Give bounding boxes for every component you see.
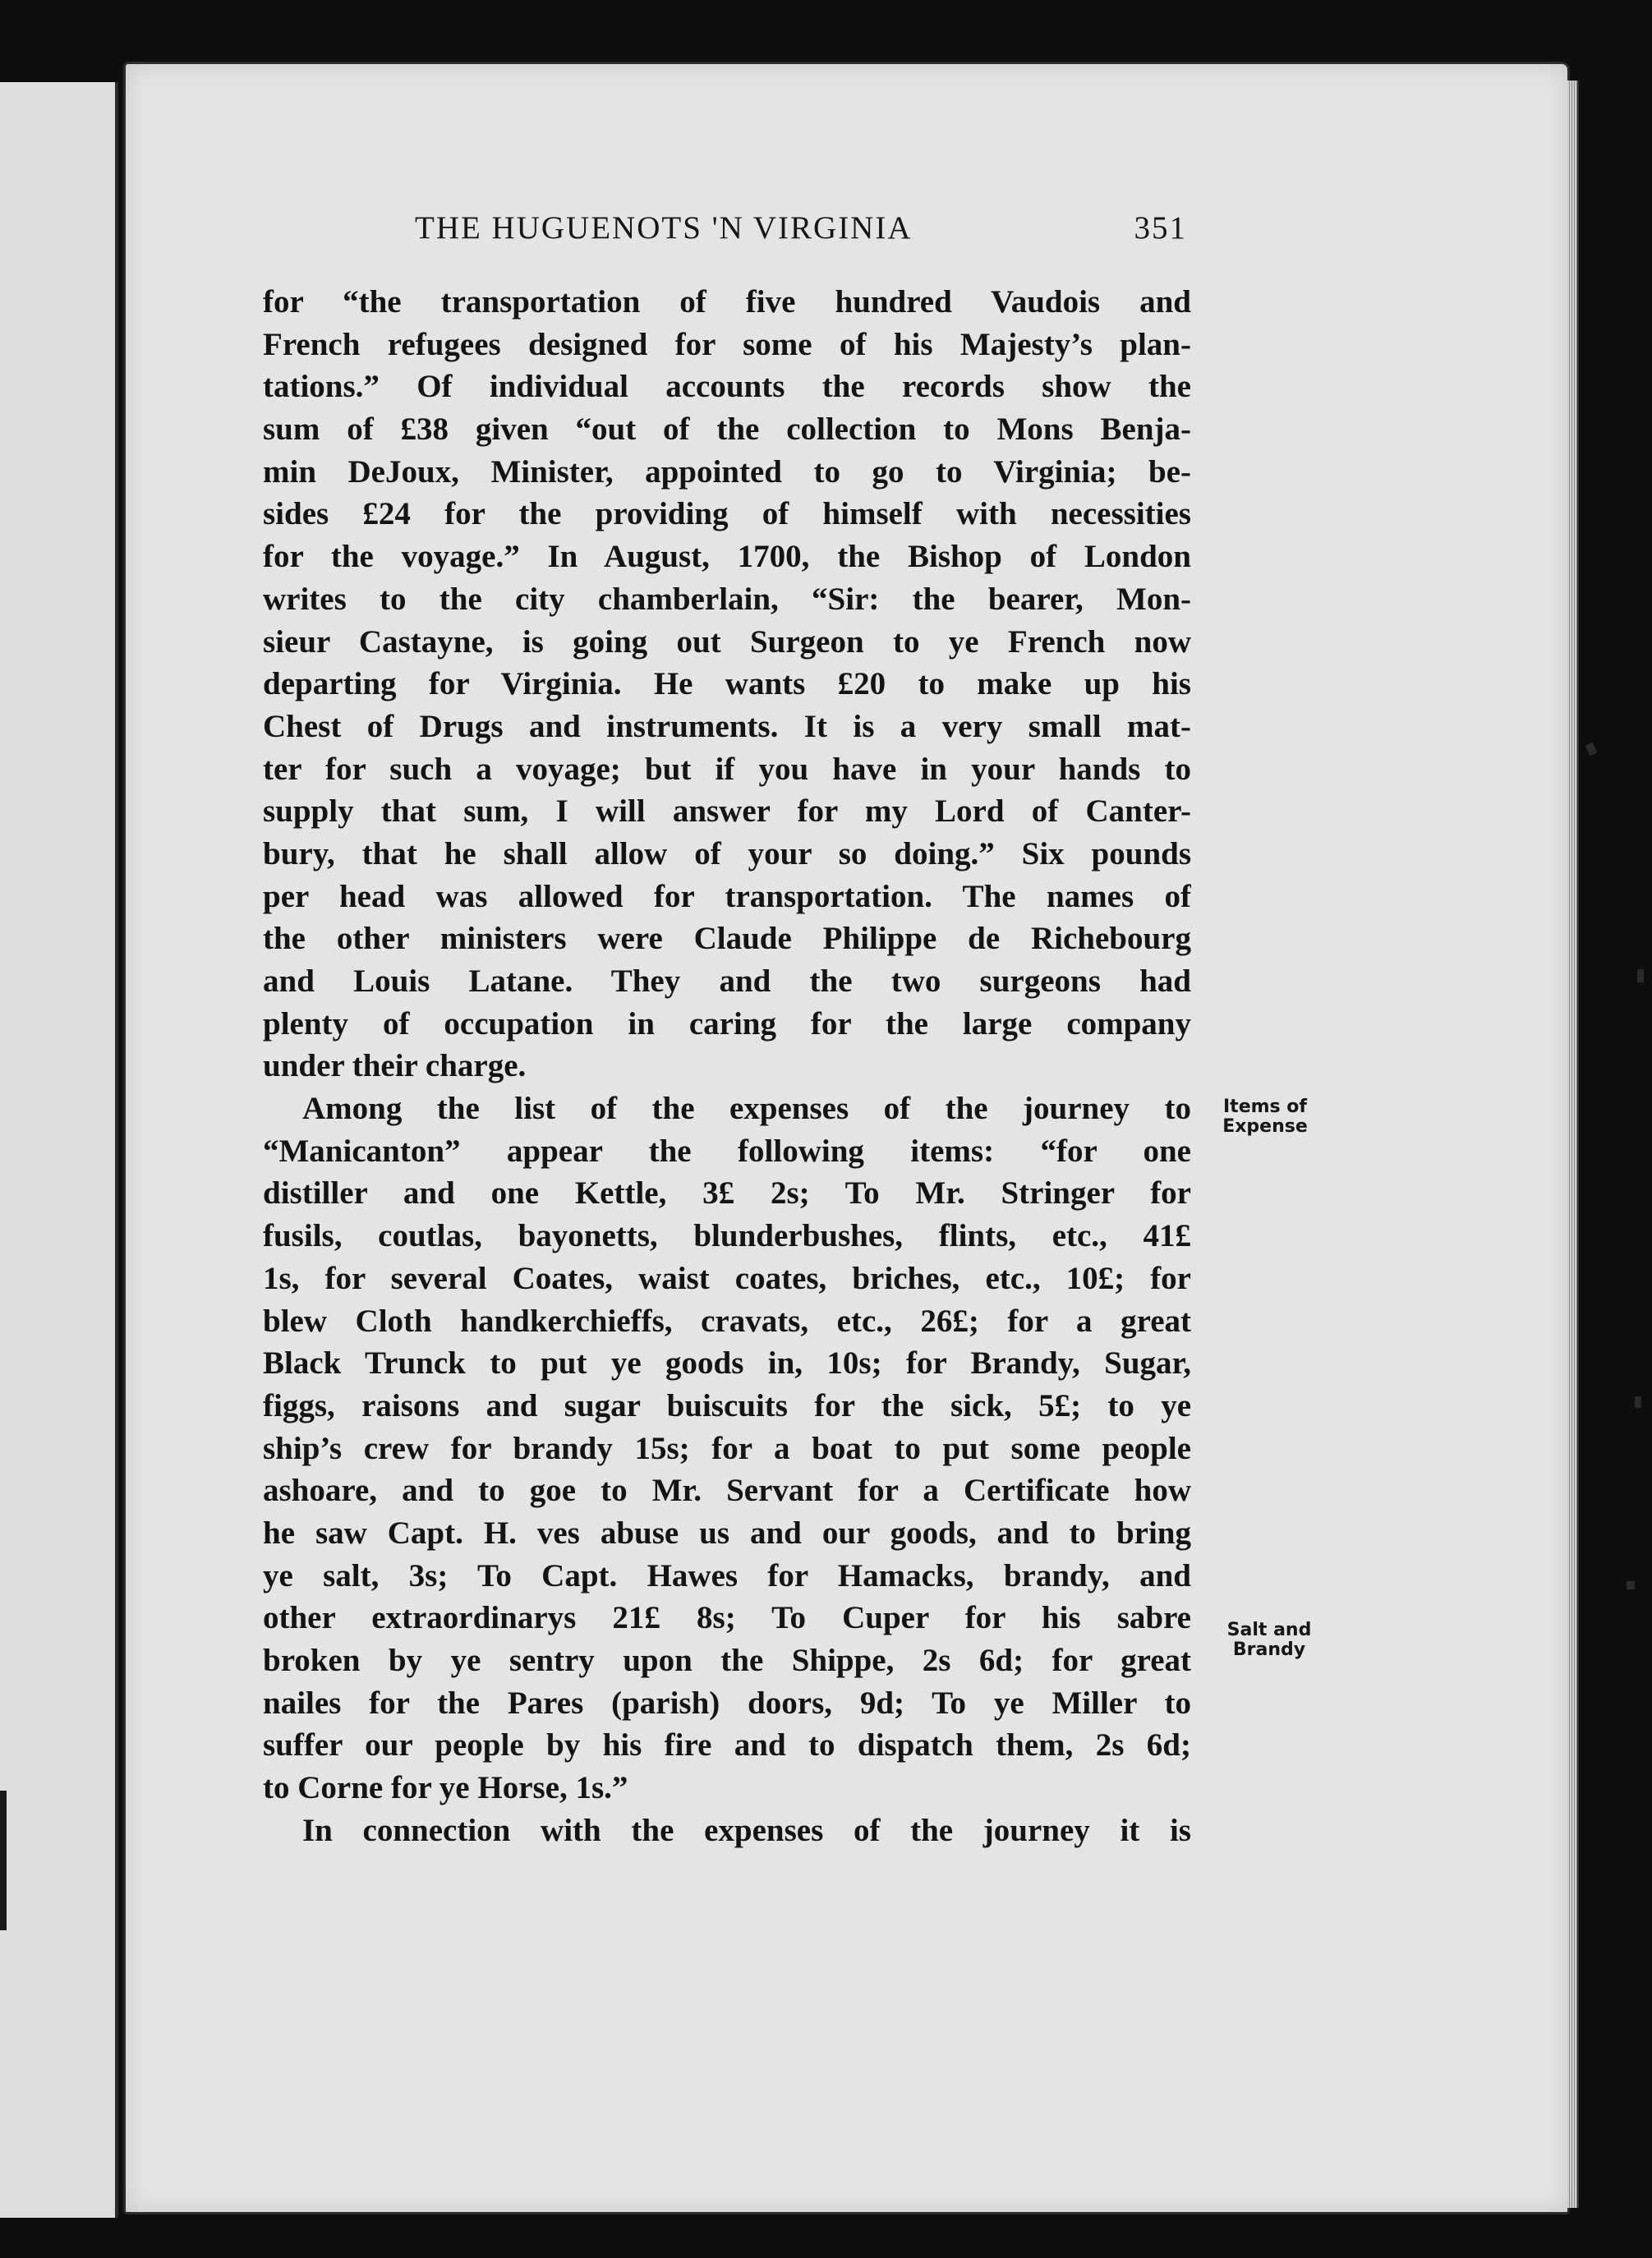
text-line: French refugees designed for some of his Majesty’s plan- — [263, 326, 1191, 362]
text-line: ter for such a voyage; but if you have in your hands to — [263, 751, 1191, 787]
text-line: he saw Capt. H. ves abuse us and our goods, and to bring — [263, 1515, 1191, 1551]
scan-speck — [1627, 1581, 1635, 1589]
text-line: Black Trunck to put ye goods in, 10s; for Brandy, Sugar, — [263, 1345, 1191, 1382]
text-line: sum of £38 given “out of the collection to Mons Benja- — [263, 412, 1191, 448]
text-line: “Manicanton” appear the following items: “for one — [263, 1133, 1191, 1169]
text-line: writes to the city chamberlain, “Sir: the bearer, Mon- — [263, 581, 1191, 617]
page-edge — [1567, 80, 1579, 2208]
text-line: departing for Virginia. He wants £20 to make up his — [263, 666, 1191, 702]
text-line: fusils, coutlas, bayonetts, blunderbushes, flints, etc., 41£ — [263, 1218, 1191, 1254]
text-line: to Corne for ye Horse, 1s.” — [263, 1770, 628, 1806]
text-line: and Louis Latane. They and the two surgeons had — [263, 963, 1191, 999]
scan-speck — [1637, 969, 1644, 982]
text-line: tations.” Of individual accounts the records show the — [263, 369, 1191, 405]
text-line: for “the transportation of five hundred Vaudois and — [263, 284, 1191, 320]
text-line: Chest of Drugs and instruments. It is a very small mat- — [263, 708, 1191, 744]
text-line: suffer our people by his fire and to dispatch them, 2s 6d; — [263, 1727, 1191, 1764]
body-text — [263, 281, 1191, 1851]
left-page-edge — [0, 82, 118, 2218]
text-line: ashoare, and to goe to Mr. Servant for a Certificate how — [263, 1473, 1191, 1509]
text-line: plenty of occupation in caring for the large company — [263, 1005, 1191, 1042]
text-line: per head was allowed for transportation. The names of — [263, 878, 1191, 914]
text-line: for the voyage.” In August, 1700, the Bishop of London — [263, 539, 1191, 575]
text-line: other extraordinarys 21£ 8s; To Cuper for his sabre — [263, 1600, 1191, 1636]
text-line: sides £24 for the providing of himself with necessities — [263, 496, 1191, 532]
text-line: Among the list of the expenses of the journey to — [302, 1091, 1191, 1127]
text-line: distiller and one Kettle, 3£ 2s; To Mr. Stringer for — [263, 1175, 1191, 1212]
sidenote-line: Expense — [1222, 1116, 1308, 1137]
text-line: nailes for the Pares (parish) doors, 9d; To ye Miller to — [263, 1685, 1191, 1721]
text-line: ship’s crew for brandy 15s; for a boat to put some people — [263, 1430, 1191, 1466]
text-line: In connection with the expenses of the journey it is — [302, 1812, 1191, 1848]
sidenote-line: Brandy — [1232, 1639, 1306, 1660]
text-line: bury, that he shall allow of your so doing.” Six pounds — [263, 835, 1191, 871]
text-line: blew Cloth handkerchieffs, cravats, etc., 26£; for a great — [263, 1303, 1191, 1339]
text-line: broken by ye sentry upon the Shippe, 2s 6d; for great — [263, 1643, 1191, 1678]
text-line: 1s, for several Coates, waist coates, briches, etc., 10£; for — [263, 1260, 1191, 1296]
text-line: sieur Castayne, is going out Surgeon to ye French now — [263, 623, 1191, 660]
running-head — [292, 209, 1187, 251]
text-line: the other ministers were Claude Philippe de Richebourg — [263, 921, 1191, 957]
sidenote-line: Salt and — [1226, 1620, 1312, 1640]
text-line: ye salt, 3s; To Capt. Hawes for Hamacks, brandy, and — [263, 1557, 1191, 1593]
sidenote-line: Items of — [1223, 1097, 1307, 1117]
sidenote-items-of-expense — [1208, 1097, 1323, 1137]
text-line: min DeJoux, Minister, appointed to go to Virginia; be- — [263, 453, 1191, 490]
text-line: under their charge. — [263, 1048, 527, 1084]
text-line: supply that sum, I will answer for my Lord of Canter- — [263, 793, 1191, 830]
scan-speck — [1635, 1396, 1641, 1408]
page-number: 351 — [1134, 210, 1187, 246]
scan-speck — [1585, 743, 1598, 756]
sidenote-salt-and-brandy — [1212, 1621, 1327, 1660]
spine-mark — [0, 1791, 7, 1930]
text-line: figgs, raisons and sugar buiscuits for the sick, 5£; to ye — [263, 1387, 1191, 1423]
running-head-title: THE HUGUENOTS 'N VIRGINIA — [415, 210, 913, 246]
